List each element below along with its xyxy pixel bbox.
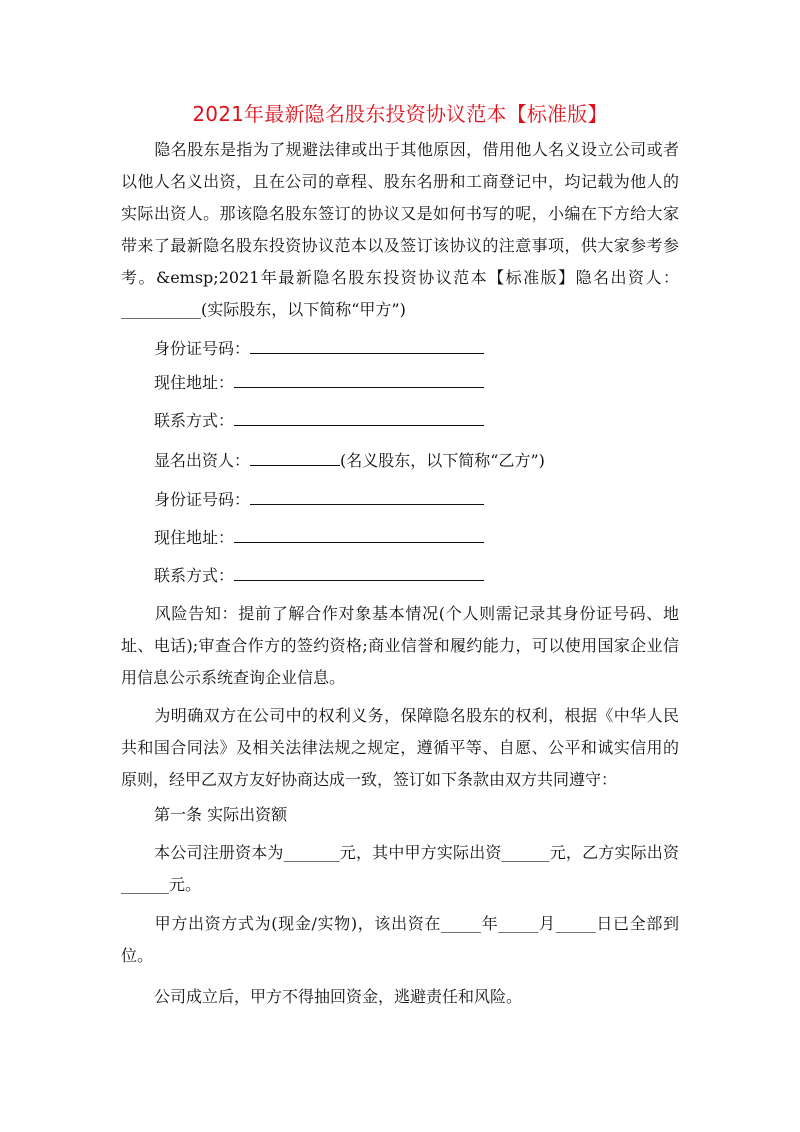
party-b-name-blank <box>250 449 340 466</box>
party-a-address-blank <box>234 371 484 388</box>
party-b-name-line <box>154 447 545 475</box>
party-a-id-label: 身份证号码： <box>154 339 251 358</box>
withdraw-clause-text: 公司成立后，甲方不得抽回资金，逃避责任和风险。 <box>154 987 523 1006</box>
party-b-contact-line <box>154 562 484 590</box>
article-1-heading: 第一条 实际出资额 <box>154 805 288 824</box>
capital-clause-text: 本公司注册资本为_______元，其中甲方实际出资______元，乙方实际出资______元。 <box>121 843 679 894</box>
document-title: 2021年最新隐名股东投资协议范本【标准版】 <box>192 102 608 126</box>
intro-text: 隐名股东是指为了规避法律或出于其他原因，借用他人名义设立公司或者以他人名义出资，且在公司的章程、股东名册和工商登记中，均记载为他人的实际出资人。那该隐名股东签订的协议又是如何书写的呢，小编在下方给大家带来了最新隐名股东投资协议范本以及签订该协议的注意事项，供大家参考参考。&emsp;2021年最新隐名股东投资协议范本【标准版】隐名出资人：__________(实际股东，以下简称“甲方”) <box>121 140 679 319</box>
party-b-address-blank <box>234 526 484 543</box>
party-b-id-line <box>154 486 484 514</box>
party-a-id-blank <box>250 337 484 354</box>
method-clause-paragraph <box>121 908 679 972</box>
method-clause-text: 甲方出资方式为(现金/实物)，该出资在_____年_____月_____日已全部到位。 <box>121 914 679 965</box>
party-a-contact-blank <box>234 409 484 426</box>
intro-paragraph <box>121 134 679 326</box>
risk-notice-text: 风险告知：提前了解合作对象基本情况(个人则需记录其身份证号码、地址、电话);审查合作方的签约资格;商业信誉和履约能力，可以使用国家企业信用信息公示系统查询企业信息。 <box>121 604 679 687</box>
party-a-id-line <box>154 335 484 363</box>
party-b-contact-label: 联系方式： <box>154 566 235 585</box>
party-a-contact-label: 联系方式： <box>154 411 235 430</box>
party-a-address-label: 现住地址： <box>154 373 235 392</box>
party-b-id-blank <box>250 488 484 505</box>
purpose-paragraph <box>121 700 679 796</box>
party-b-address-line <box>154 524 484 552</box>
party-a-contact-line <box>154 407 484 435</box>
party-b-id-label: 身份证号码： <box>154 490 251 509</box>
party-b-name-suffix: (名义股东，以下简称“乙方”) <box>340 451 545 470</box>
risk-notice-paragraph <box>121 598 679 694</box>
party-b-contact-blank <box>234 564 484 581</box>
capital-clause-paragraph <box>121 837 679 901</box>
party-b-name-label: 显名出资人： <box>154 451 251 470</box>
party-b-address-label: 现住地址： <box>154 528 235 547</box>
withdraw-clause-paragraph <box>121 981 679 1013</box>
party-a-address-line <box>154 369 484 397</box>
purpose-text: 为明确双方在公司中的权利义务，保障隐名股东的权利，根据《中华人民共和国合同法》及相关法律法规之规定，遵循平等、自愿、公平和诚实信用的原则，经甲乙双方友好协商达成一致，签订如下条款由双方共同遵守： <box>121 706 679 789</box>
